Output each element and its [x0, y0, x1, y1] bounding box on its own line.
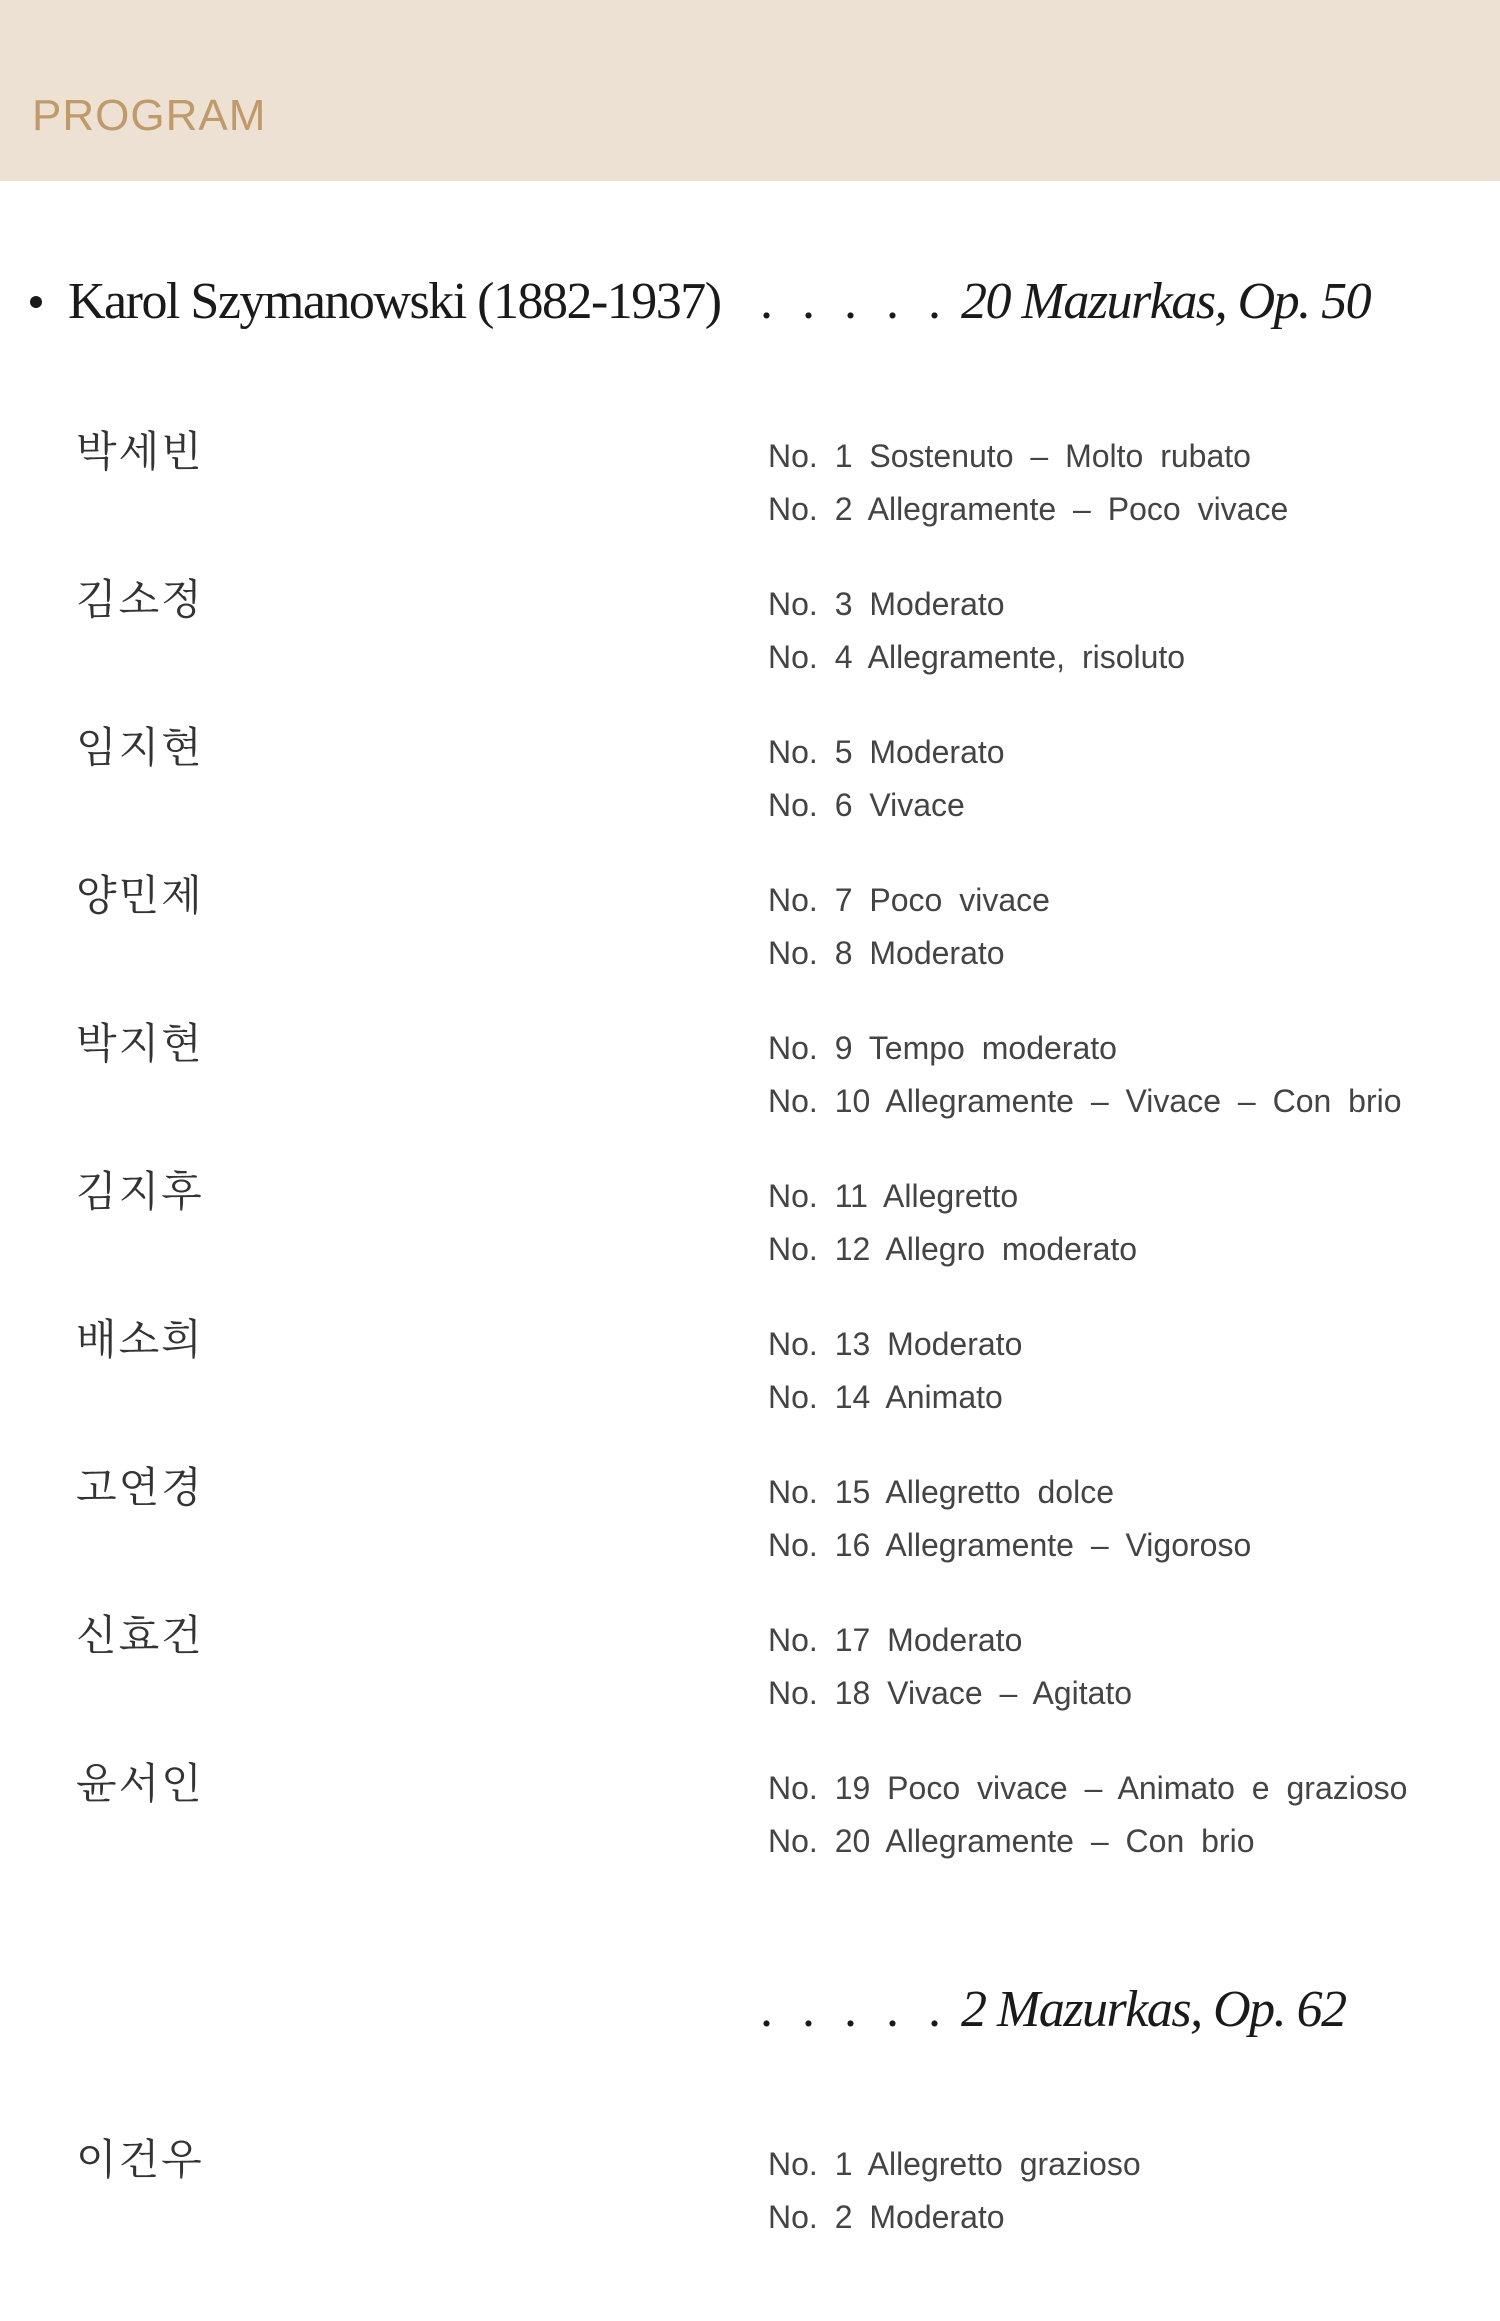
piece-item: No. 1 Allegretto grazioso: [768, 2146, 1141, 2182]
piece-item: No. 5 Moderato: [768, 734, 1005, 770]
performer-name: 배소희: [76, 1315, 204, 1364]
performer-group: [0, 1754, 1500, 1894]
work-title: [760, 1970, 1346, 2050]
performer-name: 김소정: [76, 575, 204, 624]
work-title: [760, 262, 1370, 342]
performer-name: 신효건: [76, 1611, 204, 1660]
piece-list: [768, 874, 1050, 980]
work-title-text: 20 Mazurkas, Op. 50: [961, 273, 1371, 330]
leader-dots: . . . . .: [760, 1981, 949, 2038]
piece-item: No. 1 Sostenuto – Molto rubato: [768, 438, 1251, 474]
piece-list: [768, 578, 1185, 684]
piece-list: [768, 430, 1288, 536]
piece-list: [768, 1170, 1137, 1276]
performer-name: 박세빈: [76, 427, 204, 476]
piece-item: No. 19 Poco vivace – Animato e grazioso: [768, 1770, 1408, 1806]
piece-item: No. 3 Moderato: [768, 586, 1005, 622]
piece-item: No. 11 Allegretto: [768, 1178, 1019, 1214]
performer-group: [0, 1310, 1500, 1450]
piece-item: No. 2 Moderato: [768, 2199, 1005, 2235]
piece-item: No. 16 Allegramente – Vigoroso: [768, 1527, 1252, 1563]
piece-item: No. 2 Allegramente – Poco vivace: [768, 491, 1289, 527]
piece-item: No. 12 Allegro moderato: [768, 1231, 1138, 1267]
performer-name: 고연경: [76, 1463, 204, 1512]
leader-dots: . . . . .: [760, 273, 949, 330]
piece-item: No. 14 Animato: [768, 1379, 1003, 1415]
piece-list: [768, 1466, 1251, 1572]
piece-list: [768, 1318, 1022, 1424]
performer-group: [0, 718, 1500, 858]
performer-group: [0, 1458, 1500, 1598]
piece-item: No. 10 Allegramente – Vivace – Con brio: [768, 1083, 1402, 1119]
piece-item: No. 17 Moderato: [768, 1622, 1023, 1658]
program-title: PROGRAM: [32, 91, 267, 140]
piece-list: [768, 1762, 1407, 1868]
piece-item: No. 8 Moderato: [768, 935, 1005, 971]
performer-group: [0, 422, 1500, 562]
performer-group: [0, 570, 1500, 710]
piece-item: No. 7 Poco vivace: [768, 882, 1050, 918]
program-header: [0, 0, 1500, 181]
piece-list: [768, 2138, 1141, 2244]
piece-item: No. 4 Allegramente, risoluto: [768, 639, 1186, 675]
performer-group: [0, 2130, 1500, 2270]
composer-name: Karol Szymanowski (1882-1937): [68, 273, 721, 330]
piece-list: [768, 1614, 1132, 1720]
piece-item: No. 20 Allegramente – Con brio: [768, 1823, 1255, 1859]
piece-item: No. 15 Allegretto dolce: [768, 1474, 1114, 1510]
piece-item: No. 13 Moderato: [768, 1326, 1023, 1362]
performer-group: [0, 1014, 1500, 1154]
performer-name: 김지후: [76, 1167, 204, 1216]
performer-name: 임지현: [76, 723, 204, 772]
composer-heading: [30, 262, 721, 342]
performer-name: 박지현: [76, 1019, 204, 1068]
piece-list: [768, 1022, 1402, 1128]
performer-group: [0, 1162, 1500, 1302]
performer-name: 윤서인: [76, 1759, 204, 1808]
performer-name: 이건우: [76, 2135, 204, 2184]
piece-list: [768, 726, 1005, 832]
work-title-text: 2 Mazurkas, Op. 62: [961, 1981, 1346, 2038]
bullet-icon: [30, 296, 42, 308]
piece-item: No. 6 Vivace: [768, 787, 965, 823]
performer-group: [0, 866, 1500, 1006]
piece-item: No. 18 Vivace – Agitato: [768, 1675, 1133, 1711]
piece-item: No. 9 Tempo moderato: [768, 1030, 1117, 1066]
performer-name: 양민제: [76, 871, 204, 920]
performer-group: [0, 1606, 1500, 1746]
